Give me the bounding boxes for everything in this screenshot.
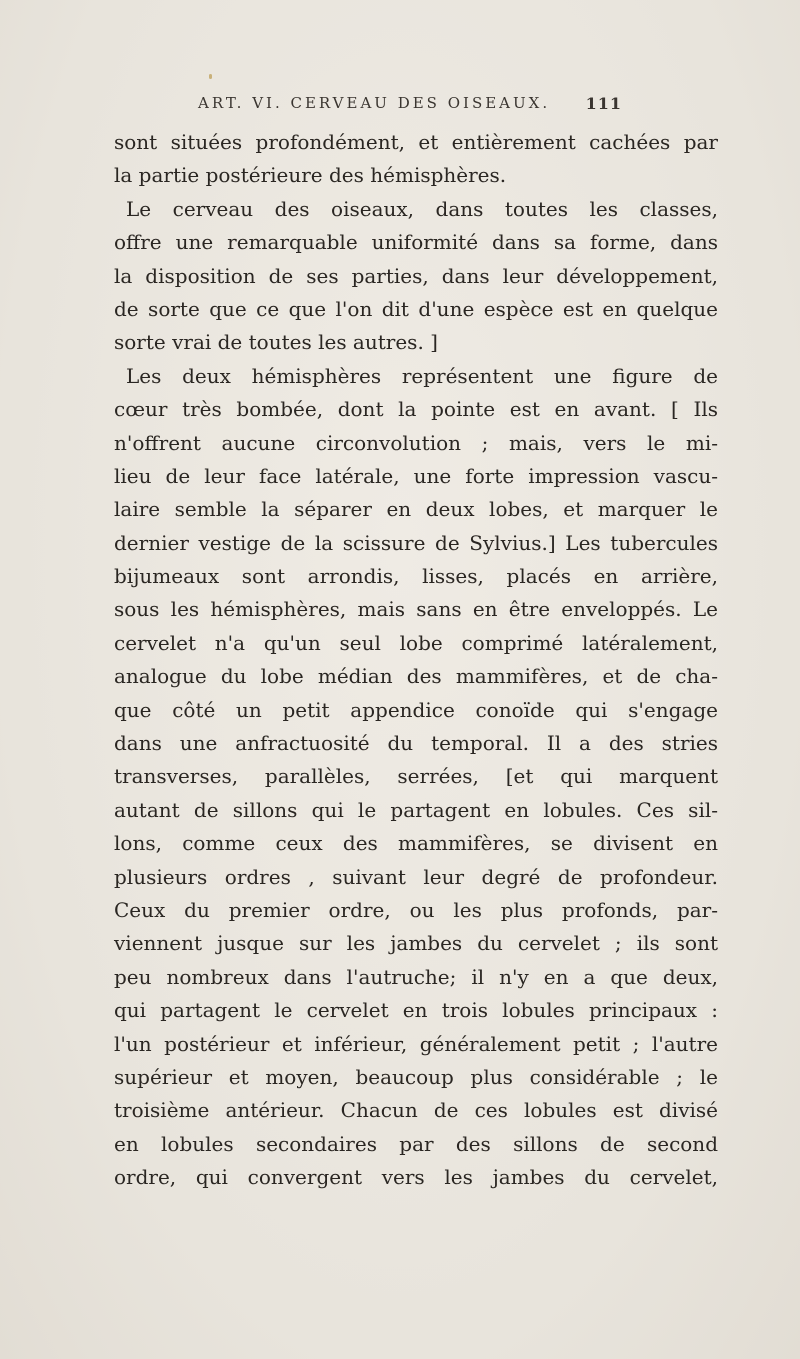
text-line: la partie postérieure des hémisphères.: [114, 163, 507, 188]
text-line: l'un postérieur et inférieur, généralement petit ; l'autre: [114, 1031, 718, 1056]
text-line: la disposition de ses parties, dans leur développement,: [114, 263, 718, 288]
text-line: troisième antérieur. Chacun de ces lobules est divisé: [114, 1098, 718, 1123]
text-line: cervelet n'a qu'un seul lobe comprimé latéralement,: [114, 630, 718, 655]
text-line: Les deux hémisphères représentent une figure de: [126, 363, 718, 388]
text-line: cœur très bombée, dont la pointe est en avant. [ Ils: [114, 397, 718, 422]
text-line: sorte vrai de toutes les autres. ]: [114, 330, 438, 355]
text-line: sont situées profondément, et entièrement cachées par: [114, 130, 718, 154]
text-line: offre une remarquable uniformité dans sa forme, dans: [114, 230, 718, 255]
page-header: [198, 94, 622, 116]
text-line: peu nombreux dans l'autruche; il n'y en a que deux,: [114, 964, 718, 989]
text-line: dans une anfractuosité du temporal. Il a des stries: [114, 731, 718, 756]
text-line: ordre, qui convergent vers les jambes du cervelet,: [114, 1165, 718, 1190]
text-line: qui partagent le cervelet en trois lobules principaux :: [114, 998, 718, 1023]
text-line: sous les hémisphères, mais sans en être enveloppés. Le: [114, 597, 718, 622]
text-line: plusieurs ordres , suivant leur degré de profondeur.: [114, 864, 718, 889]
text-line: autant de sillons qui le partagent en lobules. Ces sil-: [114, 797, 718, 822]
text-line: Ceux du premier ordre, ou les plus profonds, par-: [114, 897, 718, 922]
body-text: [114, 126, 718, 1195]
running-title: ART. VI. CERVEAU DES OISEAUX.: [198, 94, 551, 112]
text-line: en lobules secondaires par des sillons de second: [114, 1131, 718, 1156]
text-line: lieu de leur face latérale, une forte impression vascu-: [114, 463, 718, 488]
text-line: dernier vestige de la scissure de Sylvius.] Les tubercules: [114, 530, 718, 555]
text-line: analogue du lobe médian des mammifères, et de cha-: [114, 664, 718, 689]
text-line: n'offrent aucune circonvolution ; mais, vers le mi-: [114, 430, 718, 455]
text-line: que côté un petit appendice conoïde qui s'engage: [114, 697, 718, 722]
text-line: transverses, parallèles, serrées, [et qui marquent: [114, 764, 718, 789]
text-line: bijumeaux sont arrondis, lisses, placés en arrière,: [114, 564, 718, 589]
page-number: 111: [585, 94, 622, 113]
text-line: de sorte que ce que l'on dit d'une espèce est en quelque: [114, 296, 718, 321]
text-line: laire semble la séparer en deux lobes, et marquer le: [114, 497, 718, 522]
text-line: Le cerveau des oiseaux, dans toutes les classes,: [126, 196, 718, 221]
paper-speck: [209, 74, 212, 79]
text-line: supérieur et moyen, beaucoup plus considérable ; le: [114, 1064, 718, 1089]
text-line: lons, comme ceux des mammifères, se divisent en: [114, 831, 718, 856]
text-line: viennent jusque sur les jambes du cervelet ; ils sont: [114, 931, 718, 956]
